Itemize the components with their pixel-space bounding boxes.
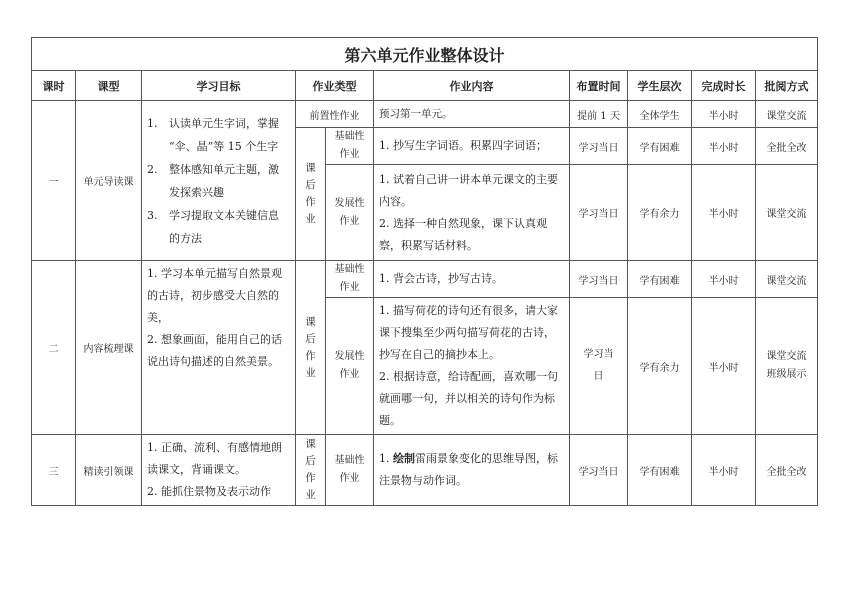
goal-text: 的方法 — [169, 231, 202, 245]
table-row — [32, 435, 818, 506]
header-type: 课型 — [76, 71, 142, 101]
homework-content: 1. 描写荷花的诗句还有很多，请大家课下搜集至少两句描写荷花的古诗，抄写在自己的摘抄本上。 2. 根据诗意，给诗配画，喜欢哪一句就画哪一句，并以相关的诗句作为标题。 — [374, 298, 570, 435]
homework-content: 1. 背会古诗，抄写古诗。 — [374, 261, 570, 298]
assign-time: 学习当日 — [570, 128, 628, 165]
header-goals: 学习目标 — [142, 71, 296, 101]
header-row — [32, 71, 818, 101]
student-level: 学有困难 — [628, 128, 692, 165]
goal-number: 2. — [147, 162, 158, 176]
development-homework-category: 发展性 作业 — [326, 298, 374, 435]
student-level: 学有余力 — [628, 298, 692, 435]
student-level: 学有余力 — [628, 165, 692, 261]
pre-homework-category: 前置性作业 — [296, 101, 374, 128]
goal-text: 发探索兴趣 — [169, 185, 224, 199]
after-class-label: 课 后 作 业 — [296, 128, 326, 261]
goal-text: 认读单元生字词，掌握 — [169, 116, 279, 130]
assign-time: 学习当日 — [570, 261, 628, 298]
lesson-type: 单元导读课 — [76, 101, 142, 261]
basic-homework-category: 基础性 作业 — [326, 435, 374, 506]
duration: 半小时 — [692, 435, 756, 506]
learning-goals: 1. 学习本单元描写自然景观的古诗，初步感受大自然的美， 2. 想象画面，能用自己的话说出诗句描述的自然美景。 — [142, 261, 296, 435]
duration: 半小时 — [692, 165, 756, 261]
review-method: 全批全改 — [756, 128, 818, 165]
lesson-number: 三 — [32, 435, 76, 506]
duration: 半小时 — [692, 101, 756, 128]
duration: 半小时 — [692, 298, 756, 435]
goal-text: 学习提取文本关键信息 — [169, 208, 279, 222]
table-title: 第六单元作业整体设计 — [32, 38, 818, 71]
header-homework-content: 作业内容 — [374, 71, 570, 101]
header-homework-type: 作业类型 — [296, 71, 374, 101]
duration: 半小时 — [692, 128, 756, 165]
table-row — [32, 261, 818, 298]
table-row — [32, 101, 818, 128]
header-level: 学生层次 — [628, 71, 692, 101]
review-method: 课堂交流 — [756, 165, 818, 261]
homework-content: 1. 绘制雷雨景象变化的思维导图，标注景物与动作词。 — [374, 435, 570, 506]
goal-text: 整体感知单元主题，激 — [169, 162, 279, 176]
lesson-type: 精读引领课 — [76, 435, 142, 506]
development-homework-category: 发展性 作业 — [326, 165, 374, 261]
learning-goals — [142, 101, 296, 261]
lesson-number: 一 — [32, 101, 76, 261]
learning-goals: 1. 正确、流利、有感情地朗读课文，背诵课文。 2. 能抓住景物及表示动作 — [142, 435, 296, 506]
homework-design-table — [31, 37, 818, 506]
goal-text: “伞、晶”等 15 个生字 — [169, 139, 279, 153]
header-lesson: 课时 — [32, 71, 76, 101]
after-class-label: 课 后 作 业 — [296, 261, 326, 435]
student-level: 学有困难 — [628, 435, 692, 506]
basic-homework-category: 基础性 作业 — [326, 128, 374, 165]
homework-content: 1. 抄写生字词语。积累四字词语； — [374, 128, 570, 165]
goal-number: 3. — [147, 208, 158, 222]
lesson-type: 内容梳理课 — [76, 261, 142, 435]
assign-time: 学习当日 — [570, 165, 628, 261]
header-review: 批阅方式 — [756, 71, 818, 101]
review-method: 全批全改 — [756, 435, 818, 506]
lesson-number: 二 — [32, 261, 76, 435]
student-level: 全体学生 — [628, 101, 692, 128]
homework-content: 预习第一单元。 — [374, 101, 570, 128]
assign-time: 学习当日 — [570, 435, 628, 506]
goal-number: 1. — [147, 116, 158, 130]
duration: 半小时 — [692, 261, 756, 298]
review-method: 课堂交流 — [756, 101, 818, 128]
assign-time: 学习当 日 — [570, 298, 628, 435]
student-level: 学有困难 — [628, 261, 692, 298]
header-time: 布置时间 — [570, 71, 628, 101]
after-class-label: 课 后 作 业 — [296, 435, 326, 506]
assign-time: 提前 1 天 — [570, 101, 628, 128]
basic-homework-category: 基础性 作业 — [326, 261, 374, 298]
review-method: 课堂交流 — [756, 261, 818, 298]
header-duration: 完成时长 — [692, 71, 756, 101]
review-method: 课堂交流 班级展示 — [756, 298, 818, 435]
homework-content: 1. 试着自己讲一讲本单元课文的主要内容。 2. 选择一种自然现象，课下认真观察，积累写话材料。 — [374, 165, 570, 261]
